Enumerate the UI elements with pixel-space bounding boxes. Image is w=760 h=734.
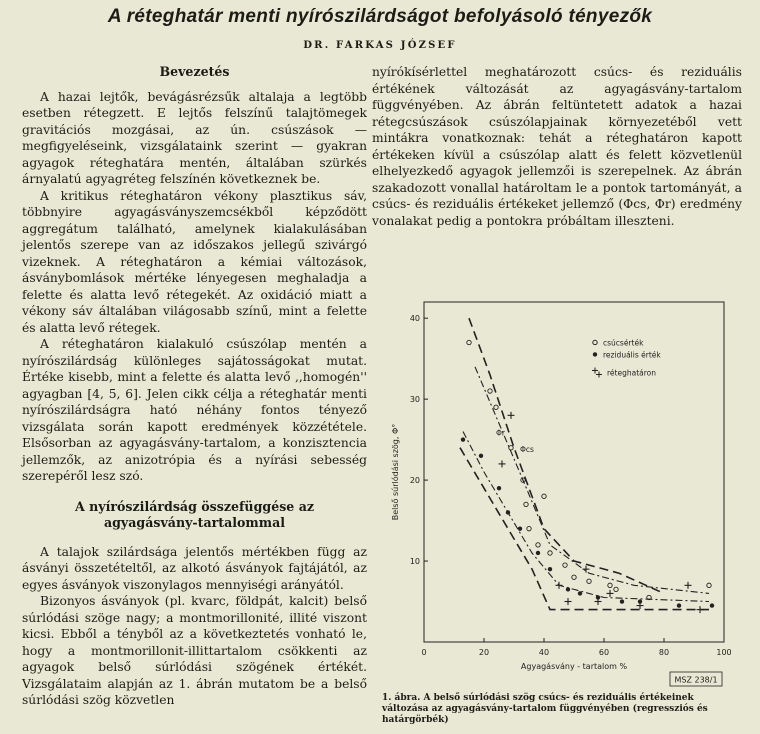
- point-peak: [608, 583, 612, 587]
- annotation-phi-cs: Φcs: [520, 444, 534, 454]
- point-peak: [563, 563, 567, 567]
- point-peak: [542, 494, 546, 498]
- point-residual: [548, 567, 552, 571]
- legend-layer-label: réteghatáron: [607, 368, 656, 378]
- point-residual: [536, 551, 540, 555]
- point-residual: [578, 591, 582, 595]
- author-line: DR. FARKAS JÓZSEF: [303, 40, 457, 51]
- legend-peak-label: csúcsérték: [603, 338, 644, 348]
- y-tick-label: 40: [409, 314, 420, 324]
- point-peak: [494, 405, 498, 409]
- legend-peak-marker: [593, 340, 597, 344]
- point-residual: [479, 454, 483, 458]
- point-residual: [710, 603, 714, 607]
- point-peak: [707, 583, 711, 587]
- x-tick-label: 0: [421, 648, 427, 657]
- x-tick-label: 60: [598, 648, 610, 657]
- legend-residual-marker: [593, 352, 597, 356]
- point-peak: [524, 502, 528, 506]
- point-residual: [566, 587, 570, 591]
- point-peak: [548, 551, 552, 555]
- paragraph: A kritikus réteghatáron vékony plasztikus sáv, többnyire agyagásványszemcsékből képződött aggregátum található, amelynek kialakulásában jelentős szerepe van az időszakos jellegű szivárgó vizeknek. A réteghatáron a kémiai változások, ásványbomlások mértéke lényegesen meghaladja a felette és alatta levő rétegekét. Az oxidáció miatt a vékony sáv általában világosabb színű, mint a felette és alatta levő rétegek.: [22, 188, 367, 335]
- paragraph: A réteghatáron kialakuló csúszólap mentén a nyírószilárdság különleges sajátosságokat mutat. Értéke kisebb, mint a felette és alatta levő ,,homogén'' agyagban [4, 5, 6]. Jelen cikk célja a réteghatár menti nyírószilárdságra ható néhány fontos tényező vizsgálata során kapott eredmények közzététele. Elsősorban az agyagásvány-tartalom, a konzisztencia jellemzők, az anizotrópia és a nyírási sebesség szerepéről lesz szó.: [22, 337, 367, 483]
- plot-frame: [424, 302, 724, 642]
- section-heading-line: A nyírószilárdság összefüggése az: [74, 498, 315, 514]
- y-tick-label: 10: [409, 557, 420, 567]
- point-residual: [506, 510, 510, 514]
- legend-residual-label: reziduális érték: [603, 350, 661, 360]
- curve-cs: [475, 367, 709, 594]
- chart-svg: [382, 292, 734, 692]
- point-peak: [614, 587, 618, 591]
- figure-caption: 1. ábra. A belső súrlódási szög csúcs- és reziduális értékeinek változása az agyagásvány-tartalom függvényében (regressziós és határgörbék): [382, 693, 708, 725]
- paragraph: Bizonyos ásványok (pl. kvarc, földpát, kalcit) belső súrlódási szöge nagy; a montmorillonité, illité viszont kicsi. Ebből a tényből az a következtetés vonható le, hogy a montmorillonit-illittartalom csökkenti az agyagok belső súrlódási szögének értékét. Vizsgálataim alapján az 1. ábrán mutatom be a belső súrlódási szög közvetlen: [22, 594, 367, 707]
- section-heading-intro: Bevezetés: [159, 64, 230, 79]
- curve-r: [463, 432, 709, 602]
- point-peak: [467, 340, 471, 344]
- curve-boundary: [460, 448, 709, 610]
- point-peak: [536, 543, 540, 547]
- left-column: [22, 64, 367, 709]
- point-residual: [677, 603, 681, 607]
- paragraph: A hazai lejtők, bevágásrézsűk altalaja a legtöbb esetben rétegzett. E lejtős felszínű talajtömegek gravitációs mozgásai, az ún. csúszások — megfigyeléseink, vizsgálataink szerint — gyakran agyagok réteghatára mentén, általában szürkés árnyalatú agyagréteg felszínén következnek be.: [22, 89, 367, 186]
- y-axis-label: Belső súrlódási szög, Φ°: [391, 423, 400, 521]
- x-tick-label: 100: [716, 648, 732, 657]
- point-residual: [461, 437, 465, 441]
- point-peak: [488, 389, 492, 393]
- paragraph: A talajok szilárdsága jelentős mértékben függ az ásványi összetételtől, az alkotó ásványok fajtájától, az egyes ásványok viszonylagos mennyiségi arányától.: [22, 544, 367, 592]
- section-heading-clay: [22, 499, 367, 532]
- point-residual: [518, 526, 522, 530]
- x-tick-label: 40: [538, 648, 550, 657]
- y-tick-label: 30: [409, 395, 420, 405]
- section-heading-line: agyagásvány-tartalommal: [103, 515, 286, 530]
- point-peak: [527, 526, 531, 530]
- stamp-label: MSZ 238/1: [674, 675, 718, 685]
- x-tick-label: 80: [658, 648, 670, 657]
- x-axis-label: Agyagásvány - tartalom %: [520, 662, 628, 671]
- x-tick-label: 20: [478, 648, 490, 657]
- y-tick-label: 20: [409, 476, 420, 486]
- point-peak: [572, 575, 576, 579]
- annotation-phi-r: Φr: [496, 428, 505, 438]
- point-peak: [509, 446, 513, 450]
- point-peak: [587, 579, 591, 583]
- point-residual: [497, 486, 501, 490]
- right-column: [372, 64, 742, 229]
- point-residual: [620, 599, 624, 603]
- article-title: A réteghatár menti nyírószilárdságot befolyásoló tényezők: [107, 6, 653, 27]
- paragraph: nyírókísérlettel meghatározott csúcs- és reziduális értékének változását az agyagásvány-tartalom függvényében. Az ábrán feltüntetett adatok a hazai rétegcsúszások csúszólapjainak környezetéből vett mintákra vonatkoznak: tehát a réteghatáron kapott értékeken kívül a csúszólap alatt és felett közvetlenül elhelyezkedő agyagok jellemzői is szerepelnek. Az ábrán szakadozott vonallal határoltam le a pontok tartományát, a csúcs- és reziduális értékeket jellemző (Φcs, Φr) eredmény vonalakat pedig a pontokra próbáltam illeszteni.: [372, 65, 742, 228]
- figure-1: [382, 292, 734, 692]
